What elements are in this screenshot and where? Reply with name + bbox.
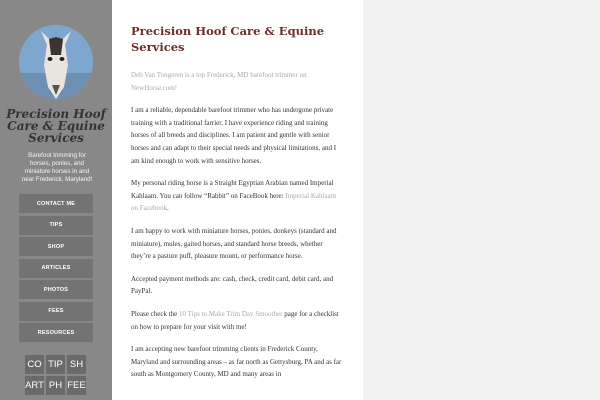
nav-item-fees[interactable]: FEES bbox=[19, 302, 93, 321]
paragraph-personal-horse-text: My personal riding horse is a Straight Egyptian Arabian named Imperial Kahlaam. You can follow “Rabbit” on FaceBook here: bbox=[131, 179, 334, 200]
paragraph-tips-pre: Please check the bbox=[131, 309, 180, 318]
nav-item-articles[interactable]: ARTICLES bbox=[19, 259, 93, 278]
paragraph-tips bbox=[131, 308, 343, 333]
mini-nav-fees[interactable]: FEE bbox=[67, 376, 86, 395]
main-content bbox=[112, 0, 363, 400]
mini-nav bbox=[25, 355, 89, 395]
mini-nav-photos[interactable]: PH bbox=[46, 376, 65, 395]
mini-nav-contact[interactable]: CO bbox=[25, 355, 44, 374]
site-title[interactable]: Precision Hoof Care & Equine Services bbox=[6, 107, 106, 145]
paragraph-tips-post: page for a checklist on how to prepare for your visit with me! bbox=[131, 309, 339, 331]
nav-item-shop[interactable]: SHOP bbox=[19, 237, 93, 256]
intro-paragraph: Deb Van Tongeren is a top Frederick, MD barefoot trimmer on NewHorse.com! bbox=[131, 71, 307, 92]
nav-item-photos[interactable]: PHOTOS bbox=[19, 280, 93, 299]
tips-link[interactable]: 10 Tips to Make Trim Day Smoother bbox=[179, 309, 283, 318]
paragraph-horse-types: I am happy to work with miniature horses, ponies, donkeys (standard and miniature), mules, gaited horses, and standard horse breeds, whether they’re a pasture puff, pleasure mount, or performance horse. bbox=[131, 226, 337, 261]
paragraph-experience: I am a reliable, dependable barefoot trimmer who has undergone private training with a traditional farrier. I have experience riding and training horses of all breeds and disciplines. I am patient and gentle with senior horses and can adapt to their special needs and physical limitations, and I am kind enough to work with sensitive horses. bbox=[131, 106, 337, 165]
mini-nav-tips[interactable]: TIP bbox=[46, 355, 65, 374]
site-tagline: Barefoot trimming for horses, ponies, and miniature horses in and near Frederick, Maryland! bbox=[21, 152, 93, 183]
paragraph-service-area: I am accepting new barefoot trimming clients in Frederick County, Maryland and surrounding areas – as far north as Gettysburg, PA and as far south as Montgomery County, MD and many areas in bbox=[131, 345, 342, 379]
paragraph-payment: Accepted payment methods are: cash, check, credit card, debit card, and PayPal. bbox=[131, 274, 334, 296]
horse-avatar-image bbox=[19, 25, 93, 99]
main-nav bbox=[19, 194, 93, 345]
nav-item-resources[interactable]: RESOURCES bbox=[19, 323, 93, 342]
paragraph-personal-horse: My personal riding horse is a Straight Egyptian Arabian named Imperial Kahlaam. You can follow “Rabbit” on FaceBook here: Imperial Kahlaam on Facebook. bbox=[131, 179, 337, 213]
nav-item-tips[interactable]: TIPS bbox=[19, 216, 93, 235]
page-title: Precision Hoof Care & Equine Services bbox=[131, 24, 325, 54]
site-logo-horse[interactable] bbox=[19, 25, 93, 99]
nav-item-contact[interactable]: CONTACT ME bbox=[19, 194, 93, 213]
mini-nav-articles[interactable]: ART bbox=[25, 376, 44, 395]
mini-nav-shop[interactable]: SH bbox=[67, 355, 86, 374]
sidebar bbox=[0, 0, 112, 400]
facebook-link[interactable]: Imperial Kahlaam on Facebook bbox=[131, 191, 337, 213]
